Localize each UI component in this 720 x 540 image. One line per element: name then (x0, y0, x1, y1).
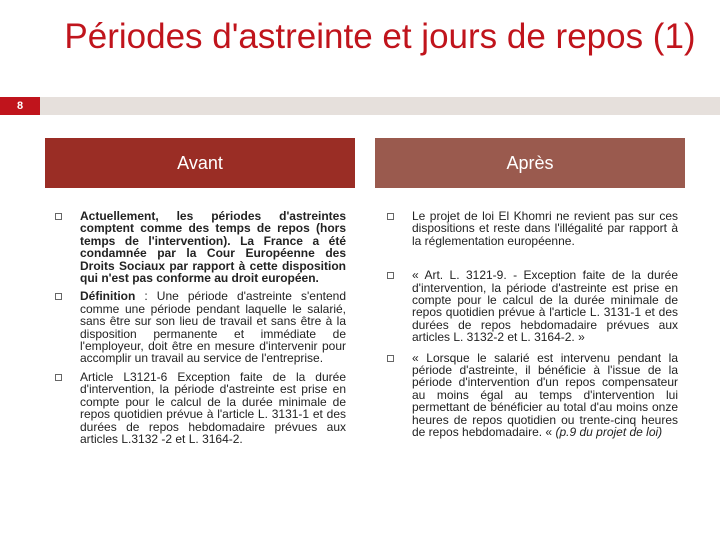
avant-bullet-2: Définition : Une période d'astreinte s'entend comme une période pendant laquelle le salarié, sans être sur son lieu de travail et sans être à la disposition permanente et immédiate de l'employeur, doit être en mesure d'intervenir pour accomplir un travail au service de l'entreprise. (52, 290, 346, 364)
square-bullet-icon (387, 355, 394, 362)
apres-bullet-3: « Lorsque le salarié est intervenu pendant la période d'astreinte, il bénéficie à l'issue de la période d'intervention d'un repos compensateur au moins égal au temps d'intervention lui permettant de bénéficier au total d'au moins onze heures de repos quotidien ou trente-cinq heures de repos hebdomadaire. « (p.9 du projet de loi) (384, 352, 678, 439)
square-bullet-icon (387, 213, 394, 220)
apres-bullet-1: Le projet de loi El Khomri ne revient pas sur ces dispositions et reste dans l'illégalité par rapport à la réglementation européenne. (384, 210, 678, 247)
avant-column (52, 210, 346, 451)
avant-bullet-1: Actuellement, les périodes d'astreintes comptent comme des temps de repos (hors temps de l'intervention). La France a été condamnée par la Cour Européenne des Droits Sociaux par rapport à cette disposition qui n'est pas conforme au droit européen. (52, 210, 346, 284)
square-bullet-icon (55, 213, 62, 220)
avant-bullet-3: Article L3121-6 Exception faite de la durée d'intervention, la période d'astreinte est prise en compte pour le calcul de la durée minimale de repos quotidien prévue à l'article L. 3131-1 et des durées de repos hebdomadaire prévues aux articles L.3132 -2 et L. 3164-2. (52, 371, 346, 445)
slide-title: Périodes d'astreinte et jours de repos (1) (64, 17, 696, 56)
apres-heading: Après (375, 138, 685, 188)
square-bullet-icon (55, 374, 62, 381)
square-bullet-icon (387, 272, 394, 279)
apres-column (384, 210, 678, 461)
slide-number: 8 (0, 97, 40, 115)
definition-label: Définition (80, 289, 136, 304)
reference-note: (p.9 du projet de loi) (555, 425, 663, 440)
slide-number-bar (0, 97, 720, 115)
avant-heading: Avant (45, 138, 355, 188)
apres-bullet-2: « Art. L. 3121-9. - Exception faite de la durée d'intervention, la période d'astreinte est prise en compte pour le calcul de la durée minimale de repos quotidien prévue à l'article L. 3131-1 et des durées de repos hebdomadaire prévues aux articles L. 3132-2 et L. 3164-2. » (384, 269, 678, 343)
square-bullet-icon (55, 293, 62, 300)
